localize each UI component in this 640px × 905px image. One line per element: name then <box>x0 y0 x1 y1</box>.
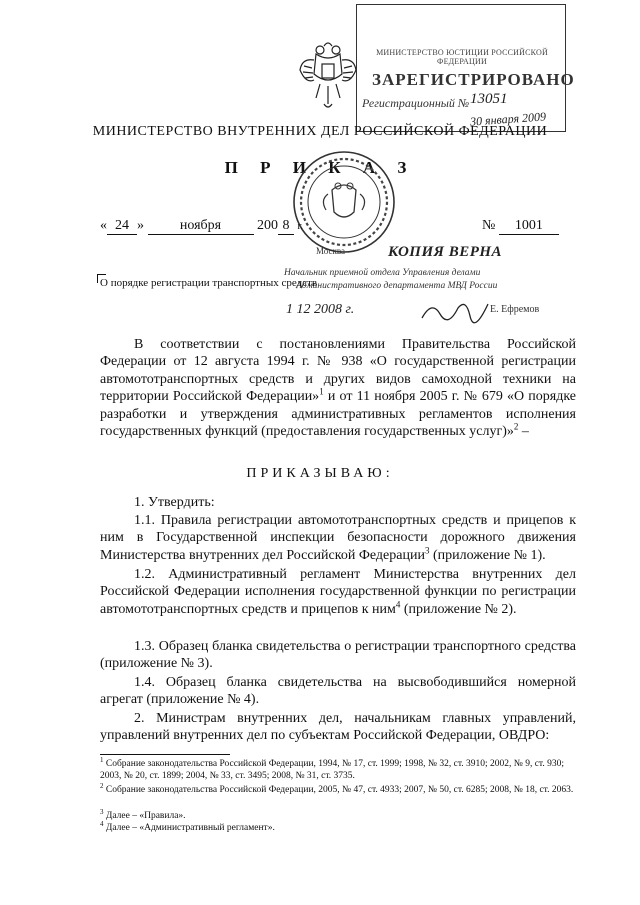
footnote-4-text: Далее – «Административный регламент». <box>103 823 275 833</box>
order-day: 24 <box>107 218 137 235</box>
round-seal-icon <box>292 150 396 254</box>
copy-stamp-line1: Начальник приемной отдела Управления делами <box>284 268 481 278</box>
number-sign: № <box>482 218 496 233</box>
item-1-1-tail: (приложение № 1). <box>429 547 546 563</box>
order-year-unit: г. <box>297 221 303 232</box>
copy-stamp-title: КОПИЯ ВЕРНА <box>388 244 503 260</box>
copy-stamp-line2: Административного департамента МВД России <box>296 281 498 291</box>
footnote-2 <box>100 781 576 796</box>
footnote-ref-3: 3 <box>424 545 430 556</box>
footnote-3 <box>100 807 576 822</box>
order-number <box>482 218 559 235</box>
item-1: 1. Утвердить: <box>134 495 215 510</box>
registration-number-label: Регистрационный № <box>362 96 470 110</box>
signature-icon <box>420 296 490 326</box>
order-number-value: 1001 <box>499 218 559 235</box>
footnote-ref-2: 2 <box>513 421 519 432</box>
footnote-1-number: 1 <box>100 755 104 764</box>
item-1-3: 1.3. Образец бланка свидетельства о регистрации транспортного средства (приложение № 3). <box>100 639 576 672</box>
order-word: ПРИКАЗЫВАЮ: <box>246 466 394 481</box>
item-1-1-text: 1.1. Правила регистрации автомототранспортных средств и прицепов к ним в Государственной инспекции безопасности дорожного движения Министерства внутренних дел Российской Федерации <box>100 513 576 563</box>
order-month: ноября <box>148 218 254 235</box>
item-1-2-text: 1.2. Административный регламент Министерства внутренних дел Российской Федерации исполнения государственной функции по регистрации автомототранспортных средств и прицепов к ним <box>100 567 576 617</box>
order-year-suffix: 8 <box>278 218 294 235</box>
item-1-2-tail: (приложение № 2). <box>400 601 517 617</box>
footnote-4-number: 4 <box>100 819 104 828</box>
copy-stamp-signature: Е. Ефремов <box>490 304 540 315</box>
order-year-prefix: 200 <box>257 218 278 233</box>
footnote-ref-4: 4 <box>395 599 401 610</box>
registration-ministry: МИНИСТЕРСТВО ЮСТИЦИИ РОССИЙСКОЙ ФЕДЕРАЦИИ <box>376 48 548 66</box>
footnote-divider <box>100 754 230 755</box>
footnote-4 <box>100 819 576 834</box>
ministry-name: МИНИСТЕРСТВО ВНУТРЕННИХ ДЕЛ РОССИЙСКОЙ ФЕДЕРАЦИИ <box>92 124 548 139</box>
registration-number: 13051 <box>470 91 508 107</box>
copy-stamp-date: 1 12 2008 г. <box>286 302 355 317</box>
document-title: П Р И К А З <box>224 158 416 177</box>
footnote-1 <box>100 755 576 782</box>
preamble-text-c: – <box>518 424 529 440</box>
order-city: Москва <box>316 246 345 256</box>
item-2: 2. Министрам внутренних дел, начальникам главных управлений, управлений внутренних дел по субъектам Российской Федерации, ОВДРО: <box>100 711 576 744</box>
order-date: « 24 » ноября 200 8 г. <box>100 218 303 233</box>
registration-title: ЗАРЕГИСТРИРОВАНО <box>372 70 575 89</box>
footnote-3-text: Далее – «Правила». <box>103 811 186 821</box>
preamble-text-b: и от 11 ноября 2005 г. № 679 «О порядке разработки и утверждения административных регламентов исполнения государственных функций (предоставления государственных услуг)» <box>100 389 576 440</box>
item-1-2 <box>100 566 576 618</box>
footnote-2-number: 2 <box>100 781 104 790</box>
footnote-ref-1: 1 <box>319 386 324 397</box>
item-1-1 <box>100 512 576 564</box>
order-subject: О порядке регистрации транспортных средств <box>100 277 318 289</box>
footnote-1-text: Собрание законодательства Российской Федерации, 1994, № 17, ст. 1999; 1998, № 32, ст. 3910; 2002, № 9, ст. 930; 2003, № 20, ст. 1899; 2004, № 33, ст. 3495; 2008, № 31, ст. 3735. <box>100 759 565 781</box>
state-emblem-icon <box>298 40 358 112</box>
footnote-3-number: 3 <box>100 807 104 816</box>
preamble <box>100 336 576 440</box>
item-1-4: 1.4. Образец бланка свидетельства на высвободившийся номерной агрегат (приложение № 4). <box>100 675 576 708</box>
registration-date: 30 января 2009 <box>469 109 547 129</box>
preamble-text-a: В соответствии с постановлениями Правительства Российской Федерации от 12 августа 1994 г. № 938 «О государственной регистрации автомототранспортных средств и других видов самоходной техники на территории Российской Федерации» <box>100 337 576 405</box>
footnote-2-text: Собрание законодательства Российской Федерации, 2005, № 47, ст. 4933; 2007, № 50, ст. 6285; 2008, № 18, ст. 2063. <box>103 785 574 795</box>
